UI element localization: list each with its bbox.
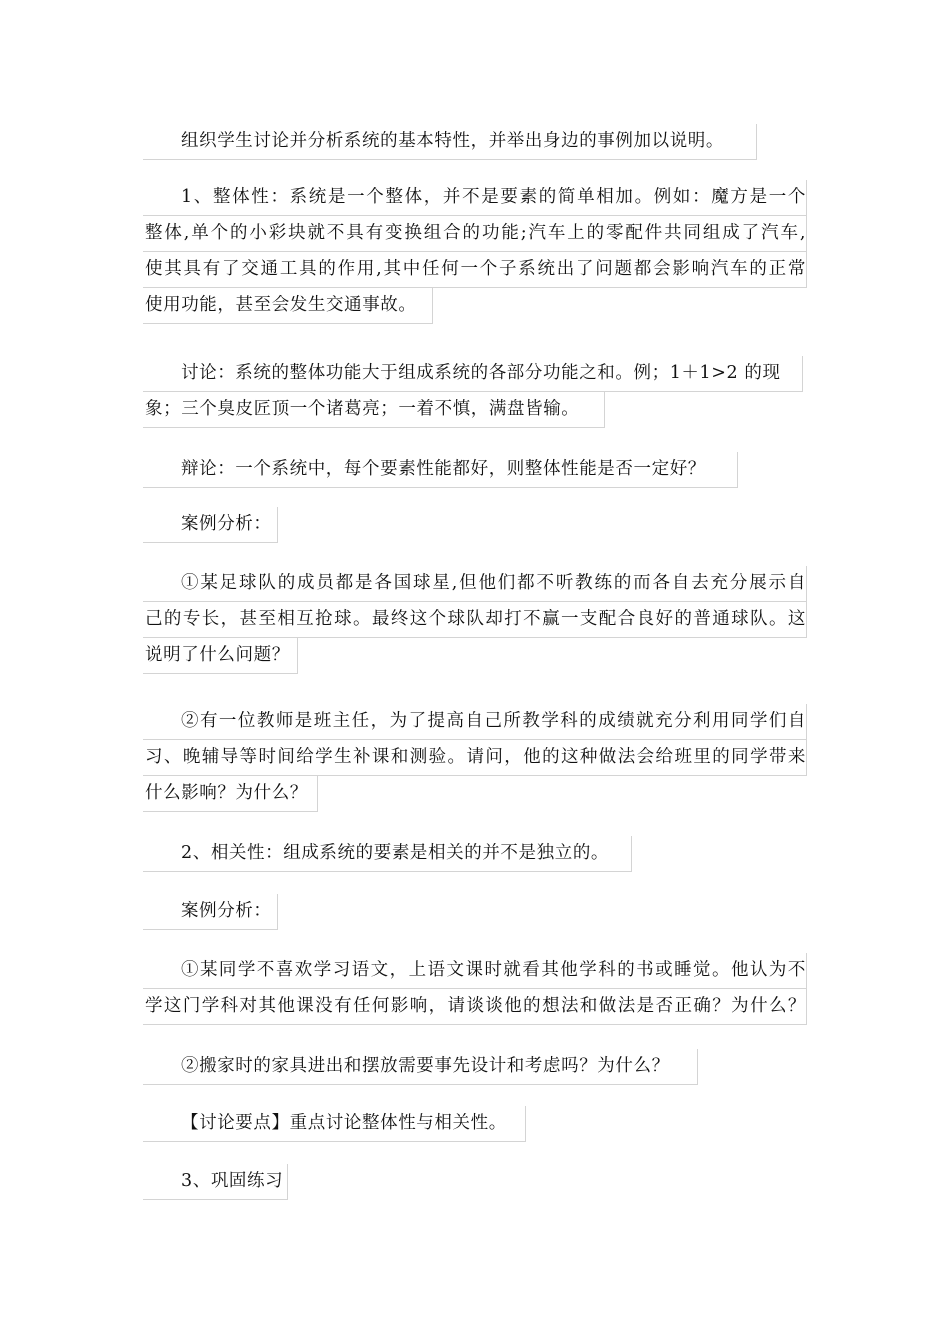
paragraph-wholeness [143, 180, 807, 324]
text-line: 什么影响？为什么？ [143, 776, 318, 812]
paragraph-debate [143, 452, 807, 488]
text-line: 学这门学科对其他课没有任何影响，请谈谈他的想法和做法是否正确？为什么？ [143, 989, 807, 1025]
text-line: 组织学生讨论并分析系统的基本特性，并举出身边的事例加以说明。 [143, 124, 757, 160]
paragraph-case-2-1 [143, 953, 807, 1025]
text-line: 【讨论要点】重点讨论整体性与相关性。 [143, 1106, 526, 1142]
paragraph-practice [143, 1164, 807, 1200]
text-line: 案例分析： [143, 894, 278, 930]
text-line: 讨论：系统的整体功能大于组成系统的各部分功能之和。例；1＋1>2 的现 [143, 356, 803, 392]
paragraph-case-heading-1 [143, 507, 807, 543]
text-line: 案例分析： [143, 507, 278, 543]
text-line: 使其具有了交通工具的作用,其中任何一个子系统出了问题都会影响汽车的正常 [143, 252, 807, 288]
text-line: ②搬家时的家具进出和摆放需要事先设计和考虑吗？为什么？ [143, 1049, 698, 1085]
paragraph-case-heading-2 [143, 894, 807, 930]
paragraph-case-2-2 [143, 1049, 807, 1085]
text-line: 3、巩固练习 [143, 1164, 288, 1200]
text-line: ②有一位教师是班主任，为了提高自己所教学科的成绩就充分利用同学们自 [143, 704, 807, 740]
text-line: 使用功能，甚至会发生交通事故。 [143, 288, 433, 324]
text-line: 整体,单个的小彩块就不具有变换组合的功能;汽车上的零配件共同组成了汽车, [143, 216, 807, 252]
text-line: ①某同学不喜欢学习语文，上语文课时就看其他学科的书或睡觉。他认为不 [143, 953, 807, 989]
text-line: 2、相关性：组成系统的要素是相关的并不是独立的。 [143, 836, 632, 872]
paragraph-case-1-1 [143, 566, 807, 674]
paragraph-discussion [143, 356, 807, 428]
text-line: 说明了什么问题？ [143, 638, 298, 674]
text-line: 习、晚辅导等时间给学生补课和测验。请问，他的这种做法会给班里的同学带来 [143, 740, 807, 776]
paragraph-intro [143, 124, 807, 160]
paragraph-correlation [143, 836, 807, 872]
text-line: 辩论：一个系统中，每个要素性能都好，则整体性能是否一定好？ [143, 452, 738, 488]
paragraph-key-points [143, 1106, 807, 1142]
paragraph-case-1-2 [143, 704, 807, 812]
text-line: 象；三个臭皮匠顶一个诸葛亮；一着不慎，满盘皆输。 [143, 392, 605, 428]
text-line: 己的专长，甚至相互抢球。最终这个球队却打不赢一支配合良好的普通球队。这 [143, 602, 807, 638]
text-line: 1、整体性：系统是一个整体，并不是要素的简单相加。例如：魔方是一个 [143, 180, 807, 216]
text-line: ①某足球队的成员都是各国球星,但他们都不听教练的而各自去充分展示自 [143, 566, 807, 602]
